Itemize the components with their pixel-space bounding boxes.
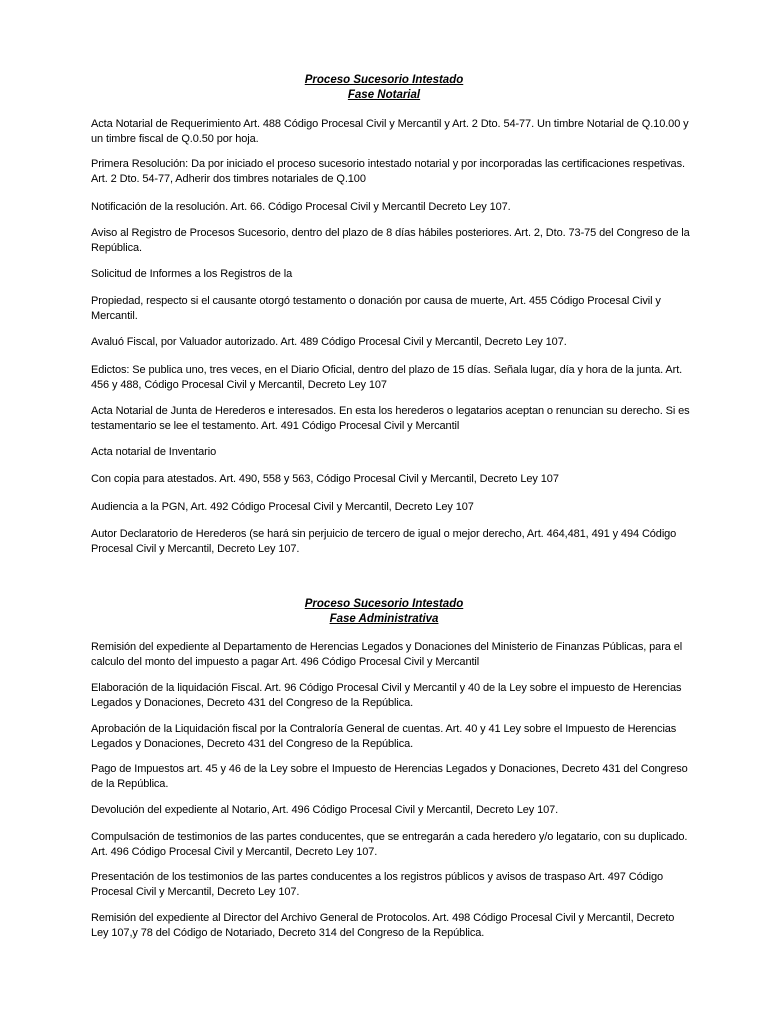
section-subtitle: Fase Administrativa bbox=[329, 613, 439, 625]
paragraph: Acta Notarial de Junta de Herederos e interesados. En esta los herederos o legatarios aceptan o renuncian su derecho. Si es testamentario se lee el testamento. Art. 491 Código Procesal Civil y Mercantil bbox=[91, 405, 690, 432]
paragraph: Con copia para atestados. Art. 490, 558 y 563, Código Procesal Civil y Mercantil, Decreto Ley 107 bbox=[91, 473, 559, 485]
paragraph: Propiedad, respecto si el causante otorgó testamento o donación por causa de muerte, Art. 455 Código Procesal Civil y Mercantil. bbox=[91, 295, 661, 322]
paragraph: Notificación de la resolución. Art. 66. Código Procesal Civil y Mercantil Decreto Ley 107. bbox=[91, 201, 511, 213]
section-title: Proceso Sucesorio Intestado bbox=[304, 598, 464, 610]
paragraph: Primera Resolución: Da por iniciado el proceso sucesorio intestado notarial y por incorporadas las certificaciones respetivas. Art. 2 Dto. 54-77, Adherir dos timbres notariales de Q.100 bbox=[91, 158, 685, 185]
paragraph: Compulsación de testimonios de las partes conducentes, que se entregarán a cada heredero y/o legatario, con su duplicado. Art. 496 Código Procesal Civil y Mercantil, Decreto Ley 107. bbox=[91, 831, 688, 858]
paragraph: Devolución del expediente al Notario, Art. 496 Código Procesal Civil y Mercantil, Decreto Ley 107. bbox=[91, 804, 559, 816]
paragraph: Acta notarial de Inventario bbox=[91, 446, 217, 458]
paragraph: Remisión del expediente al Director del Archivo General de Protocolos. Art. 498 Código Procesal Civil y Mercantil, Decreto Ley 107,y 78 del Código de Notariado, Decreto 314 del Congreso de la República. bbox=[91, 912, 675, 939]
paragraph: Presentación de los testimonios de las partes conducentes a los registros públicos y avisos de traspaso Art. 497 Código Procesal Civil y Mercantil, Decreto Ley 107. bbox=[91, 871, 664, 898]
paragraph: Edictos: Se publica uno, tres veces, en el Diario Oficial, dentro del plazo de 15 días. Señala lugar, día y hora de la junta. Art. 456 y 488, Código Procesal Civil y Mercantil, Decreto Ley 107 bbox=[91, 364, 683, 391]
paragraph: Acta Notarial de Requerimiento Art. 488 Código Procesal Civil y Mercantil y Art. 2 Dto. 54-77. Un timbre Notarial de Q.10.00 y un timbre fiscal de Q.0.50 por hoja. bbox=[91, 118, 689, 145]
section-title: Proceso Sucesorio Intestado bbox=[304, 74, 464, 86]
paragraph: Audiencia a la PGN, Art. 492 Código Procesal Civil y Mercantil, Decreto Ley 107 bbox=[91, 501, 474, 513]
paragraph: Elaboración de la liquidación Fiscal. Art. 96 Código Procesal Civil y Mercantil y 40 de la Ley sobre el impuesto de Herencias Legados y Donaciones, Decreto 431 del Congreso de la República. bbox=[91, 682, 682, 709]
paragraph: Solicitud de Informes a los Registros de la bbox=[91, 268, 293, 280]
paragraph: Aprobación de la Liquidación fiscal por la Contraloría General de cuentas. Art. 40 y 41 Ley sobre el Impuesto de Herencias Legados y Donaciones, Decreto 431 del Congreso de la República. bbox=[91, 723, 677, 750]
paragraph: Avaluó Fiscal, por Valuador autorizado. Art. 489 Código Procesal Civil y Mercantil, Decreto Ley 107. bbox=[91, 336, 567, 348]
paragraph: Remisión del expediente al Departamento de Herencias Legados y Donaciones del Ministerio de Finanzas Públicas, para el calculo del monto del impuesto a pagar Art. 496 Código Procesal Civil y Mercantil bbox=[91, 641, 683, 668]
section-subtitle: Fase Notarial bbox=[347, 89, 421, 101]
paragraph: Autor Declaratorio de Herederos (se hará sin perjuicio de tercero de igual o mejor derecho, Art. 464,481, 491 y 494 Código Procesal Civil y Mercantil, Decreto Ley 107. bbox=[91, 528, 677, 555]
paragraph: Pago de Impuestos art. 45 y 46 de la Ley sobre el Impuesto de Herencias Legados y Donaciones, Decreto 431 del Congreso de la República. bbox=[91, 763, 688, 790]
paragraph: Aviso al Registro de Procesos Sucesorio, dentro del plazo de 8 días hábiles posteriores. Art. 2, Dto. 73-75 del Congreso de la República. bbox=[91, 227, 690, 254]
